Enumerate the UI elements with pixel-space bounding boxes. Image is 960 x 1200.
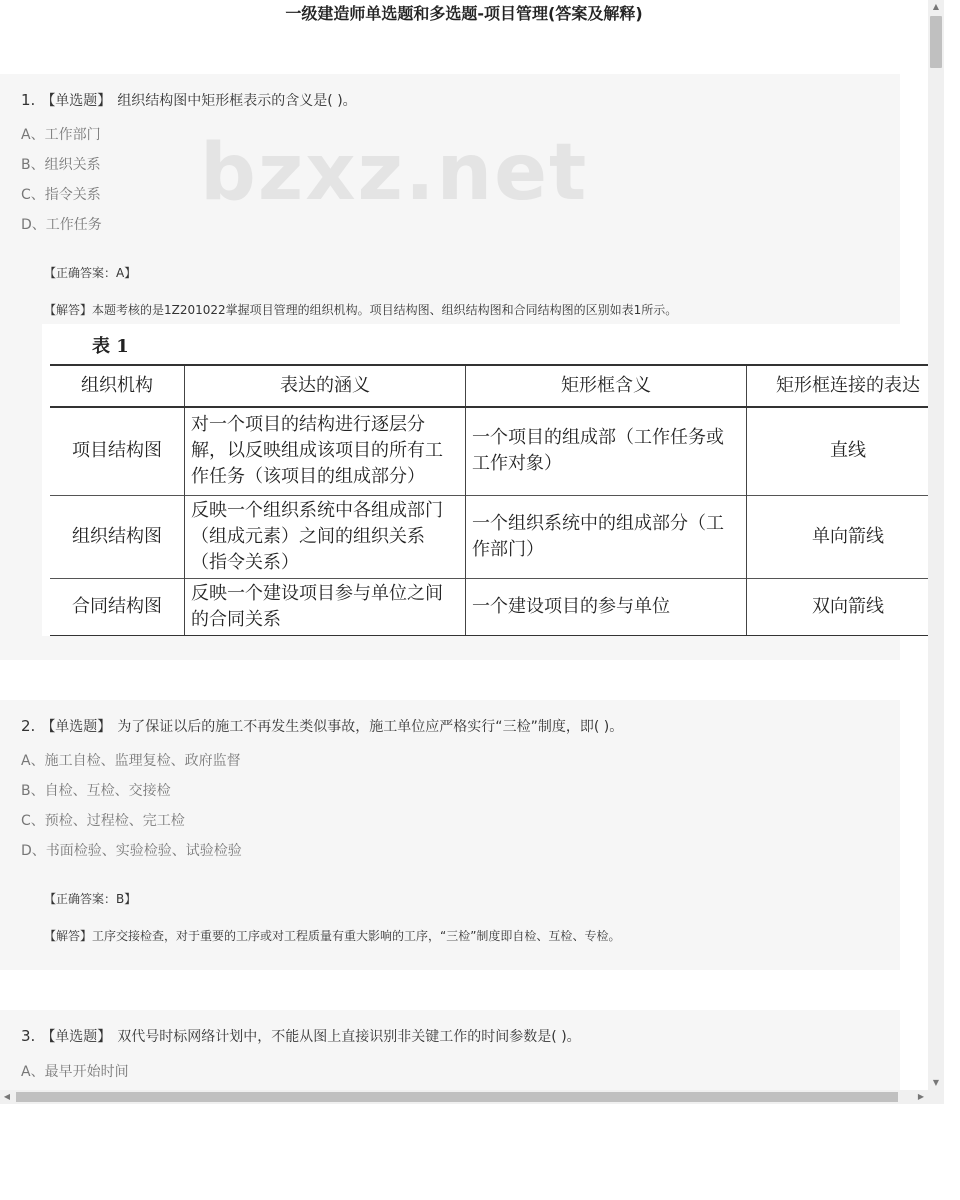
question-title xyxy=(21,1026,581,1047)
question-title xyxy=(21,716,623,737)
option-d: D、工作任务 xyxy=(21,217,102,233)
table-cell: 组织结构图 xyxy=(50,495,185,578)
explanation: 【解答】本题考核的是1Z201022掌握项目管理的组织机构。项目结构图、组织结构图和合同结构图的区别如表1所示。 xyxy=(44,303,678,317)
table-cell: 反映一个建设项目参与单位之间的合同关系 xyxy=(185,578,466,636)
page-title: 一级建造师单选题和多选题-项目管理(答案及解释) xyxy=(285,4,643,23)
table-caption: 表 1 xyxy=(92,336,129,357)
question-text: 组织结构图中矩形框表示的含义是( )。 xyxy=(117,93,357,109)
scrollbar-corner xyxy=(928,1090,944,1104)
table-cell: 双向箭线 xyxy=(747,578,929,636)
option-b: B、组织关系 xyxy=(21,157,101,173)
table-header-cell: 矩形框含义 xyxy=(466,365,747,407)
option-c: C、预检、过程检、完工检 xyxy=(21,813,185,829)
table-header-cell: 矩形框连接的表达 xyxy=(747,365,929,407)
question-type-tag: 【单选题】 xyxy=(41,719,112,735)
scroll-left-arrow-icon[interactable]: ◀ xyxy=(3,1092,11,1101)
table-row xyxy=(50,578,928,636)
watermark: bzxz.net xyxy=(200,128,589,218)
table-cell: 一个项目的组成部（工作任务或工作对象） xyxy=(466,407,747,495)
explanation: 【解答】工序交接检查，对于重要的工序或对工程质量有重大影响的工序，“三检”制度即自检、互检、专检。 xyxy=(44,929,621,943)
question-number: 3. xyxy=(21,1027,36,1045)
table-cell: 合同结构图 xyxy=(50,578,185,636)
question-card-3 xyxy=(0,1010,900,1090)
comparison-table-image xyxy=(42,324,928,636)
table-header-cell: 组织机构 xyxy=(50,365,185,407)
table-cell: 单向箭线 xyxy=(747,495,929,578)
option-c: C、指令关系 xyxy=(21,187,101,203)
vertical-scrollbar[interactable] xyxy=(928,0,944,1090)
option-a: A、最早开始时间 xyxy=(21,1064,129,1080)
vertical-scroll-thumb[interactable] xyxy=(930,16,942,68)
table-cell: 反映一个组织系统中各组成部门（组成元素）之间的组织关系（指令关系） xyxy=(185,495,466,578)
horizontal-scroll-thumb[interactable] xyxy=(16,1092,898,1102)
question-text: 为了保证以后的施工不再发生类似事故，施工单位应严格实行“三检”制度，即( )。 xyxy=(117,719,624,735)
scroll-down-arrow-icon[interactable]: ▼ xyxy=(932,1078,940,1087)
table-cell: 直线 xyxy=(747,407,929,495)
table-header-row xyxy=(50,365,928,407)
option-a: A、施工自检、监理复检、政府监督 xyxy=(21,753,241,769)
question-card-2 xyxy=(0,700,900,970)
table-cell: 一个组织系统中的组成部分（工作部门） xyxy=(466,495,747,578)
question-number: 2. xyxy=(21,717,36,735)
scroll-right-arrow-icon[interactable]: ▶ xyxy=(917,1092,925,1101)
question-type-tag: 【单选题】 xyxy=(41,1029,112,1045)
table-row xyxy=(50,407,928,495)
table-header-cell: 表达的涵义 xyxy=(185,365,466,407)
question-text: 双代号时标网络计划中，不能从图上直接识别非关键工作的时间参数是( )。 xyxy=(117,1029,581,1045)
table-cell: 项目结构图 xyxy=(50,407,185,495)
correct-answer: 【正确答案：A】 xyxy=(44,266,137,280)
correct-answer: 【正确答案：B】 xyxy=(44,892,137,906)
option-d: D、书面检验、实验检验、试验检验 xyxy=(21,843,242,859)
comparison-table xyxy=(50,364,928,636)
question-type-tag: 【单选题】 xyxy=(41,93,112,109)
option-b: B、自检、互检、交接检 xyxy=(21,783,171,799)
question-title xyxy=(21,90,357,111)
scroll-up-arrow-icon[interactable]: ▲ xyxy=(932,2,940,11)
table-cell: 对一个项目的结构进行逐层分解，以反映组成该项目的所有工作任务（该项目的组成部分） xyxy=(185,407,466,495)
table-cell: 一个建设项目的参与单位 xyxy=(466,578,747,636)
question-number: 1. xyxy=(21,91,36,109)
option-a: A、工作部门 xyxy=(21,127,101,143)
horizontal-scrollbar[interactable] xyxy=(0,1090,928,1104)
table-row xyxy=(50,495,928,578)
